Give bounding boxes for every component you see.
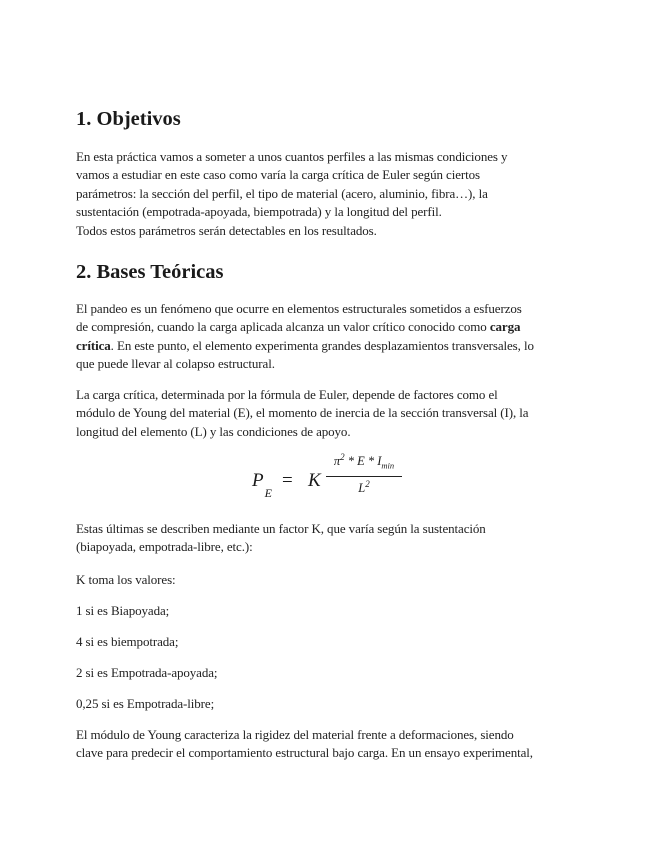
formula-fraction bbox=[326, 452, 402, 496]
k-value-item: 2 si es Empotrada-apoyada; bbox=[76, 665, 218, 680]
section-heading-bases-teoricas: 2. Bases Teóricas bbox=[76, 261, 224, 283]
k-intro: K toma los valores: bbox=[76, 572, 176, 587]
text-line: longitud del elemento (L) y las condiciones de apoyo. bbox=[76, 423, 351, 439]
bold-term: carga bbox=[489, 319, 521, 335]
text-line: El pandeo es un fenómeno que ocurre en elementos estructurales sometidos a esfuerzos bbox=[76, 301, 522, 316]
pandeo-paragraph bbox=[76, 300, 581, 374]
text-line bbox=[76, 318, 581, 336]
formula-p: P bbox=[252, 470, 264, 491]
k-value-item: 4 si es biempotrada; bbox=[76, 634, 179, 649]
k-value-item: 1 si es Biapoyada; bbox=[76, 603, 170, 618]
text-line: (biapoyada, empotrada-libre, etc.): bbox=[76, 539, 253, 555]
formula-l: L bbox=[358, 481, 366, 496]
objetivos-paragraph bbox=[76, 148, 581, 240]
formula-k-factor: K bbox=[308, 470, 321, 491]
text-run: . En este punto, el elemento experimenta grandes desplazamientos transversales, lo bbox=[110, 337, 534, 353]
fraction-bar bbox=[326, 476, 402, 477]
text-line: que puede llevar al colapso estructural. bbox=[76, 356, 275, 372]
section-heading-objetivos: 1. Objetivos bbox=[76, 108, 181, 130]
factor-k-paragraph bbox=[76, 520, 581, 557]
text-line: Estas últimas se describen mediante un factor K, que varía según la sustentación bbox=[76, 521, 486, 536]
bold-term: crítica bbox=[76, 337, 111, 353]
formula-lhs bbox=[252, 470, 272, 500]
k-value-item: 0,25 si es Empotrada-libre; bbox=[76, 696, 215, 711]
text-line: Todos estos parámetros serán detectables en los resultados. bbox=[76, 222, 377, 238]
text-run: de compresión, cuando la carga aplicada alcanza un valor crítico conocido como bbox=[76, 319, 490, 335]
formula-num-rest: * E * I bbox=[344, 454, 382, 469]
formula-p-subscript: E bbox=[264, 485, 272, 500]
text-line: módulo de Young del material (E), el momento de inercia de la sección transversal (I), la bbox=[76, 405, 529, 421]
text-line: La carga crítica, determinada por la fórmula de Euler, depende de factores como el bbox=[76, 387, 498, 402]
text-line: clave para predecir el comportamiento estructural bajo carga. En un ensayo experimental, bbox=[76, 745, 533, 761]
carga-critica-paragraph bbox=[76, 386, 581, 441]
text-line: vamos a estudiar en este caso como varía la carga crítica de Euler según ciertos bbox=[76, 167, 480, 183]
formula-denominator bbox=[326, 479, 402, 496]
text-line: sustentación (empotrada-apoyada, biempotrada) y la longitud del perfil. bbox=[76, 204, 442, 220]
formula-equals: = bbox=[282, 470, 293, 491]
text-line: El módulo de Young caracteriza la rigidez del material frente a deformaciones, siendo bbox=[76, 727, 514, 742]
formula-numerator bbox=[326, 452, 402, 474]
text-line bbox=[76, 337, 581, 355]
formula-pi-exponent: 2 bbox=[340, 452, 345, 462]
formula-l-exponent: 2 bbox=[365, 479, 370, 489]
formula-pi: π bbox=[333, 454, 341, 469]
young-paragraph bbox=[76, 726, 581, 763]
formula-i-subscript: min bbox=[381, 460, 395, 471]
text-line: parámetros: la sección del perfil, el tipo de material (acero, aluminio, fibra…), la bbox=[76, 185, 488, 201]
euler-formula bbox=[252, 450, 412, 508]
text-line: En esta práctica vamos a someter a unos cuantos perfiles a las mismas condiciones y bbox=[76, 149, 508, 164]
